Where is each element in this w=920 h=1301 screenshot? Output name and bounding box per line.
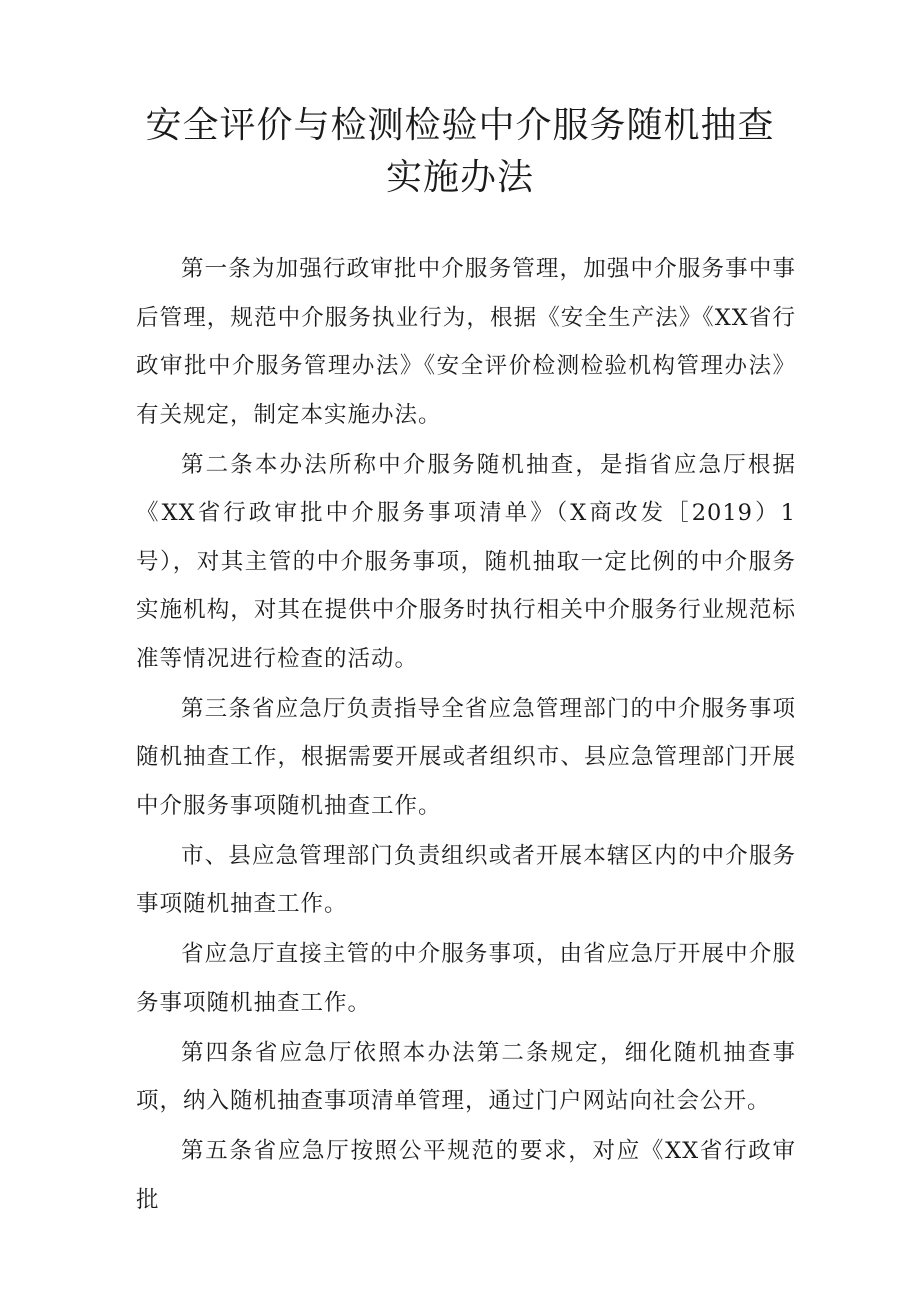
document-body <box>136 245 796 1226</box>
paragraph-article-4: 第四条省应急厅依照本办法第二条规定，细化随机抽查事项，纳入随机抽查事项清单管理，通过门户网站向社会公开。 <box>136 1039 796 1114</box>
paragraph-article-1: 第一条为加强行政审批中介服务管理，加强中介服务事中事后管理，规范中介服务执业行为，根据《安全生产法》《XX省行政审批中介服务管理办法》《安全评价检测检验机构管理办法》有关规定，制定本实施办法。 <box>136 256 796 428</box>
paragraph-provincial-direct: 省应急厅直接主管的中介服务事项，由省应急厅开展中介服务事项随机抽查工作。 <box>136 941 796 1016</box>
document-title: 安全评价与检测检验中介服务随机抽查实施办法 <box>145 105 775 198</box>
paragraph-article-2: 第二条本办法所称中介服务随机抽查，是指省应急厅根据《XX省行政审批中介服务事项清单》（X商改发［2019）1号），对其主管的中介服务事项，随机抽取一定比例的中介服务实施机构，对其在提供中介服务时执行相关中介服务行业规范标准等情况进行检查的活动。 <box>136 451 796 672</box>
paragraph-city-county-duty: 市、县应急管理部门负责组织或者开展本辖区内的中介服务事项随机抽查工作。 <box>136 842 796 917</box>
paragraph-article-5: 第五条省应急厅按照公平规范的要求，对应《XX省行政审批 <box>136 1138 796 1213</box>
paragraph-article-3: 第三条省应急厅负责指导全省应急管理部门的中介服务事项随机抽查工作，根据需要开展或者组织市、县应急管理部门开展中介服务事项随机抽查工作。 <box>136 695 796 819</box>
